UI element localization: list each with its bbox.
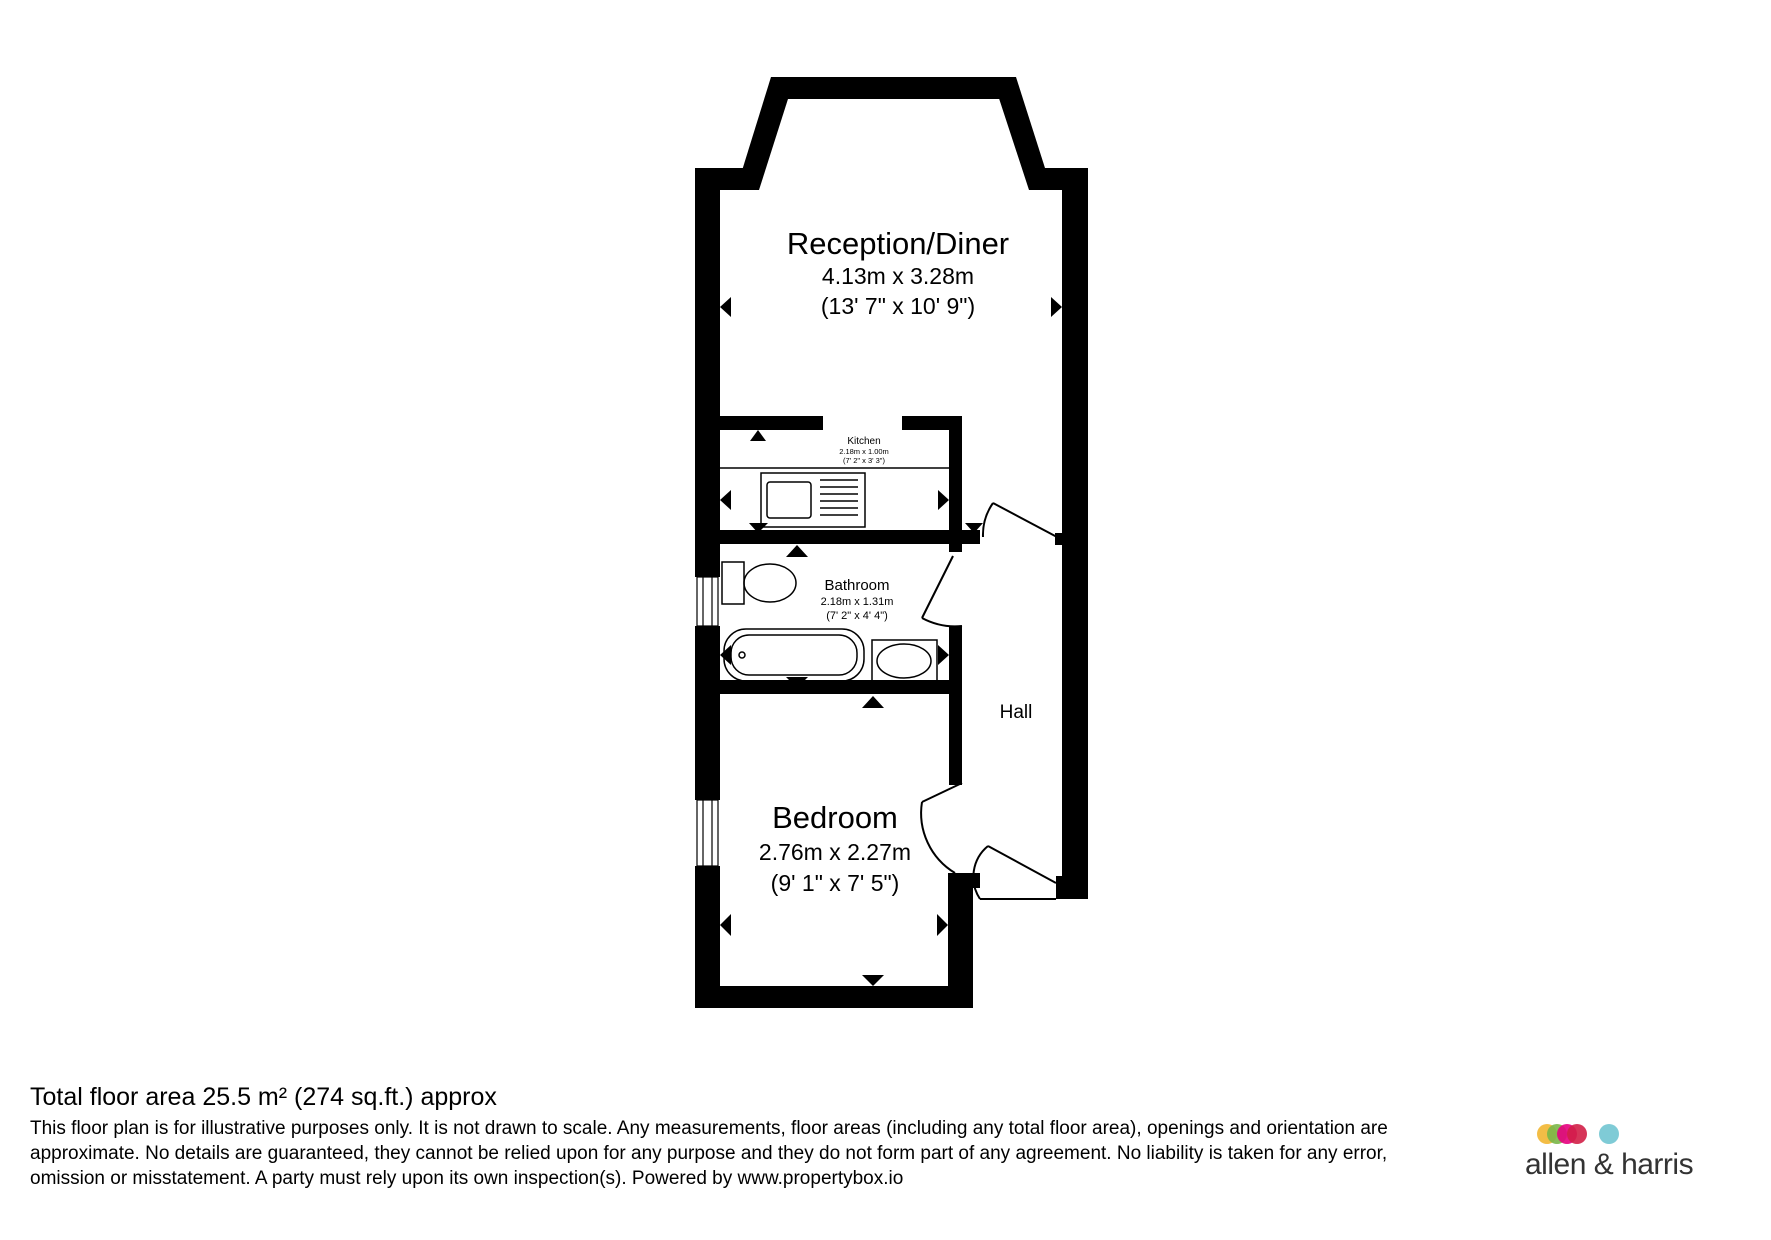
kitchen-dim-m: 2.18m x 1.00m [839,447,889,456]
kitchen-dim-ft: (7' 2" x 3' 3") [843,456,885,465]
reception-dim-ft: (13' 7" x 10' 9") [820,293,976,319]
bathroom-name: Bathroom [824,577,890,594]
total-floor-area: Total floor area 25.5 m² (274 sq.ft.) approx [30,1083,497,1111]
logo-text: allen & harris [1525,1148,1694,1181]
reception-dim-m: 4.13m x 3.28m [821,263,975,289]
hall-name: Hall [999,702,1033,723]
bathroom-dim-m: 2.18m x 1.31m [820,596,894,608]
logo-dot-teal [1599,1124,1619,1144]
footer [30,1082,1460,1191]
reception-name: Reception/Diner [786,226,1010,261]
allen-harris-logo [1525,1122,1725,1182]
bedroom-name: Bedroom [772,800,898,835]
doors [921,503,1057,899]
logo-dot-red [1567,1124,1587,1144]
kitchen-name: Kitchen [847,436,881,447]
room-labels [759,226,1032,896]
bedroom-dim-m: 2.76m x 2.27m [758,839,912,865]
disclaimer-text: This floor plan is for illustrative purposes only. It is not drawn to scale. Any measurements, floor areas (including any total floor area), openings and orientation are approximate. No details are guaranteed, they cannot be relied upon for any purpose and they do not form part of any agreement. No liability is taken for any error, omission or misstatement. A party must rely upon its own inspection(s). Powered by www.propertybox.io [30,1118,1388,1189]
kitchen-fixtures [720,468,949,527]
bedroom-dim-ft: (9' 1" x 7' 5") [770,870,900,896]
bathroom-dim-ft: (7' 2" x 4' 4") [826,610,888,622]
